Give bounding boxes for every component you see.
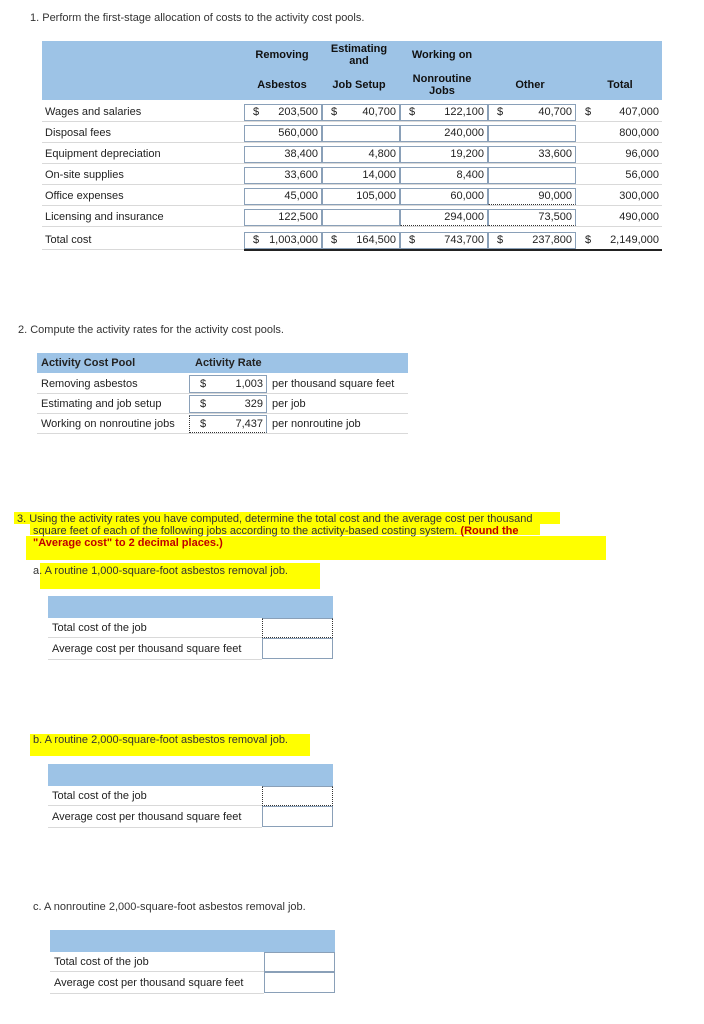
header-estimating: Estimating xyxy=(330,43,388,55)
amount-other: 237,800 xyxy=(532,234,572,246)
amount-total: 96,000 xyxy=(625,148,659,160)
row-divider xyxy=(48,659,262,660)
currency-sign: $ xyxy=(253,106,260,118)
header-job-setup: Job Setup xyxy=(332,79,386,91)
amount-input-other[interactable] xyxy=(488,167,576,184)
amount-estimating: 164,500 xyxy=(356,234,396,246)
row-label: On-site supplies xyxy=(45,169,124,181)
amount-working: 122,100 xyxy=(444,106,484,118)
currency-sign: $ xyxy=(253,234,260,246)
header-working-on: Working on xyxy=(411,49,473,61)
rate-pool-label: Estimating and job setup xyxy=(41,398,162,410)
average-cost-input[interactable] xyxy=(262,638,333,659)
q2-title: 2. Compute the activity rates for the activity cost pools. xyxy=(18,324,284,336)
amount-removing: 203,500 xyxy=(278,106,318,118)
rate-value: 1,003 xyxy=(235,378,263,390)
amount-estimating: 105,000 xyxy=(356,190,396,202)
header-other: Other xyxy=(515,79,545,91)
row-divider xyxy=(37,393,408,394)
part-table-header xyxy=(50,930,335,952)
total-cost-label: Total cost of the job xyxy=(52,622,147,634)
header-and: and xyxy=(349,55,369,67)
average-cost-label: Average cost per thousand square feet xyxy=(52,643,242,655)
rate-value: 329 xyxy=(244,398,263,410)
q3-note2: "Average cost" to 2 decimal places.) xyxy=(33,537,223,549)
currency-sign: $ xyxy=(497,106,504,118)
row-divider xyxy=(42,226,662,227)
header-jobs: Jobs xyxy=(429,85,455,97)
rate-value: 7,437 xyxy=(235,418,263,430)
rates-header-pool: Activity Cost Pool xyxy=(41,357,136,369)
header-total: Total xyxy=(607,79,633,91)
amount-working: 743,700 xyxy=(444,234,484,246)
total-underline xyxy=(244,249,662,251)
row-divider xyxy=(48,827,262,828)
currency-sign: $ xyxy=(409,106,416,118)
total-cost-input[interactable] xyxy=(264,952,335,972)
q3-line2: square feet of each of the following jobs according to the activity-based costing system. xyxy=(33,525,458,537)
q3-line1: 3. Using the activity rates you have computed, determine the total cost and the average cost per thousand xyxy=(17,513,533,525)
amount-other: 73,500 xyxy=(538,211,572,223)
amount-removing: 1,003,000 xyxy=(269,234,318,246)
header-nonroutine: Nonroutine xyxy=(412,73,472,85)
q1-title: 1. Perform the first-stage allocation of costs to the activity cost pools. xyxy=(30,12,365,24)
total-cost-input[interactable] xyxy=(262,786,333,806)
amount-other: 33,600 xyxy=(538,148,572,160)
header-removing: Removing xyxy=(255,49,309,61)
amount-estimating: 14,000 xyxy=(362,169,396,181)
currency-sign: $ xyxy=(497,234,504,246)
rates-header-rate: Activity Rate xyxy=(195,357,262,369)
amount-removing: 38,400 xyxy=(284,148,318,160)
total-cost-label: Total cost of the job xyxy=(54,956,149,968)
currency-sign: $ xyxy=(331,106,338,118)
row-divider xyxy=(37,413,408,414)
amount-working: 19,200 xyxy=(450,148,484,160)
amount-removing: 122,500 xyxy=(278,211,318,223)
currency-sign: $ xyxy=(409,234,416,246)
part-title: a. A routine 1,000-square-foot asbestos removal job. xyxy=(33,565,288,577)
row-label: Office expenses xyxy=(45,190,124,202)
part-table-header xyxy=(48,596,333,618)
part-title: c. A nonroutine 2,000-square-foot asbestos removal job. xyxy=(33,901,306,913)
amount-estimating: 40,700 xyxy=(362,106,396,118)
amount-removing: 560,000 xyxy=(278,127,318,139)
row-divider xyxy=(42,121,662,122)
row-divider xyxy=(42,184,662,185)
amount-total: 800,000 xyxy=(619,127,659,139)
amount-input-estimating[interactable] xyxy=(322,125,400,142)
rate-currency: $ xyxy=(200,398,207,410)
amount-total: 56,000 xyxy=(625,169,659,181)
amount-other: 90,000 xyxy=(538,190,572,202)
average-cost-input[interactable] xyxy=(264,972,335,993)
amount-estimating: 4,800 xyxy=(368,148,396,160)
average-cost-label: Average cost per thousand square feet xyxy=(52,811,242,823)
amount-total: 490,000 xyxy=(619,211,659,223)
part-table-header xyxy=(48,764,333,786)
rate-unit: per nonroutine job xyxy=(272,418,361,430)
amount-total: 2,149,000 xyxy=(610,234,659,246)
rate-pool-label: Removing asbestos xyxy=(41,378,138,390)
row-divider xyxy=(42,142,662,143)
row-divider xyxy=(48,805,262,806)
q3-line2-wrap xyxy=(33,525,518,537)
row-label: Equipment depreciation xyxy=(45,148,161,160)
amount-working: 60,000 xyxy=(450,190,484,202)
currency-sign: $ xyxy=(585,234,592,246)
currency-sign: $ xyxy=(331,234,338,246)
amount-working: 240,000 xyxy=(444,127,484,139)
row-label: Licensing and insurance xyxy=(45,211,164,223)
row-divider xyxy=(37,433,408,434)
amount-working: 294,000 xyxy=(444,211,484,223)
row-divider xyxy=(50,993,264,994)
part-title: b. A routine 2,000-square-foot asbestos removal job. xyxy=(33,734,288,746)
row-divider xyxy=(48,637,262,638)
row-label: Disposal fees xyxy=(45,127,112,139)
amount-input-estimating[interactable] xyxy=(322,209,400,226)
amount-removing: 33,600 xyxy=(284,169,318,181)
header-asbestos: Asbestos xyxy=(257,79,307,91)
rate-currency: $ xyxy=(200,418,207,430)
rate-pool-label: Working on nonroutine jobs xyxy=(41,418,175,430)
amount-input-other[interactable] xyxy=(488,125,576,142)
row-label: Wages and salaries xyxy=(45,106,142,118)
q3-note1: (Round the xyxy=(460,525,519,537)
amount-total: 300,000 xyxy=(619,190,659,202)
rate-currency: $ xyxy=(200,378,207,390)
total-cost-input[interactable] xyxy=(262,618,333,638)
row-divider xyxy=(42,163,662,164)
amount-total: 407,000 xyxy=(619,106,659,118)
average-cost-input[interactable] xyxy=(262,806,333,827)
row-label: Total cost xyxy=(45,234,92,246)
row-divider xyxy=(42,205,662,206)
average-cost-label: Average cost per thousand square feet xyxy=(54,977,244,989)
rate-unit: per thousand square feet xyxy=(272,378,395,390)
total-cost-label: Total cost of the job xyxy=(52,790,147,802)
rate-unit: per job xyxy=(272,398,306,410)
amount-working: 8,400 xyxy=(456,169,484,181)
amount-removing: 45,000 xyxy=(284,190,318,202)
amount-other: 40,700 xyxy=(538,106,572,118)
row-divider xyxy=(50,971,264,972)
currency-sign: $ xyxy=(585,106,592,118)
